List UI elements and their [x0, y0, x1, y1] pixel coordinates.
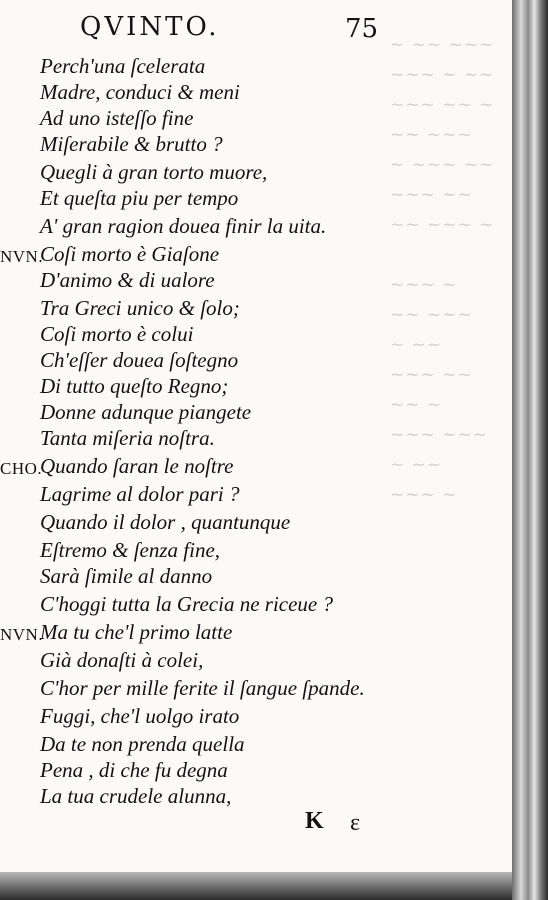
verse-line: C'hoggi tutta la Grecia ne riceue ?: [40, 592, 333, 616]
verse-line: Pena , di che fu degna: [40, 758, 228, 782]
verse-line: Tra Greci unico & ſolo;: [40, 296, 240, 320]
verse-line: C'hor per mille ferite il ſangue ſpande.: [40, 676, 365, 700]
verse-line: Quando ſaran le noſtre: [40, 454, 234, 478]
verse-line: Fuggi, che'l uolgo irato: [40, 704, 240, 728]
verse-line: Lagrime al dolor pari ?: [40, 482, 240, 506]
verse-line: A' gran ragion douea finir la uita.: [40, 214, 327, 238]
verse-line: Quegli à gran torto muore,: [40, 160, 268, 184]
verse-line: Da te non prenda quella: [40, 732, 245, 756]
verse-line: Eſtremo & ſenza fine,: [40, 538, 221, 562]
page-number: 75: [345, 14, 379, 44]
book-binding-edge: [512, 0, 548, 900]
verse-line: Ma tu che'l primo latte: [40, 620, 233, 644]
verse-line: La tua crudele alunna,: [40, 784, 232, 808]
speaker-label: NVN.: [0, 625, 44, 644]
verse-line: Miſerabile & brutto ?: [40, 132, 223, 156]
verse-line: Ch'eſſer douea ſoſtegno: [40, 348, 239, 372]
running-title: QVINTO.: [80, 12, 220, 42]
verse-line: Di tutto queſto Regno;: [40, 374, 229, 398]
verse-line: Ad uno isteſſo fine: [40, 106, 194, 130]
verse-line: Coſi morto è Giaſone: [40, 242, 220, 266]
verse-line: Madre, conduci & meni: [40, 80, 240, 104]
verse-line: Già donaſti à colei,: [40, 648, 204, 672]
verse-line: Et queſta piu per tempo: [40, 186, 239, 210]
page-bottom-shadow: [0, 872, 512, 900]
verse-line: D'animo & di ualore: [40, 268, 215, 292]
verse-line: Quando il dolor , quantunque: [40, 510, 291, 534]
verse-line: Perch'una ſcelerata: [40, 54, 206, 78]
bleed-through-text: ~ ~~ ~~~ ~~~ ~ ~~ ~~~ ~~ ~ ~~ ~~~ ~ ~~~ ~~ ~~~ ~~ ~~ ~~~ ~ ~~~ ~ ~~ ~~~ ~ ~~ ~~~ ~~ ~~ ~ ~~~ ~~~ ~ ~~ ~~~ ~: [390, 35, 495, 505]
verse-line: Sarà ſimile al danno: [40, 564, 213, 588]
verse-line: Coſi morto è colui: [40, 322, 194, 346]
signature-submark: ε: [350, 810, 361, 836]
verse-line: Donne adunque piangete: [40, 400, 252, 424]
speaker-label: CHO.: [0, 459, 43, 478]
signature-mark: K: [305, 808, 324, 834]
verse-line: Tanta miſeria noſtra.: [40, 426, 215, 450]
speaker-label: NVN.: [0, 247, 44, 266]
